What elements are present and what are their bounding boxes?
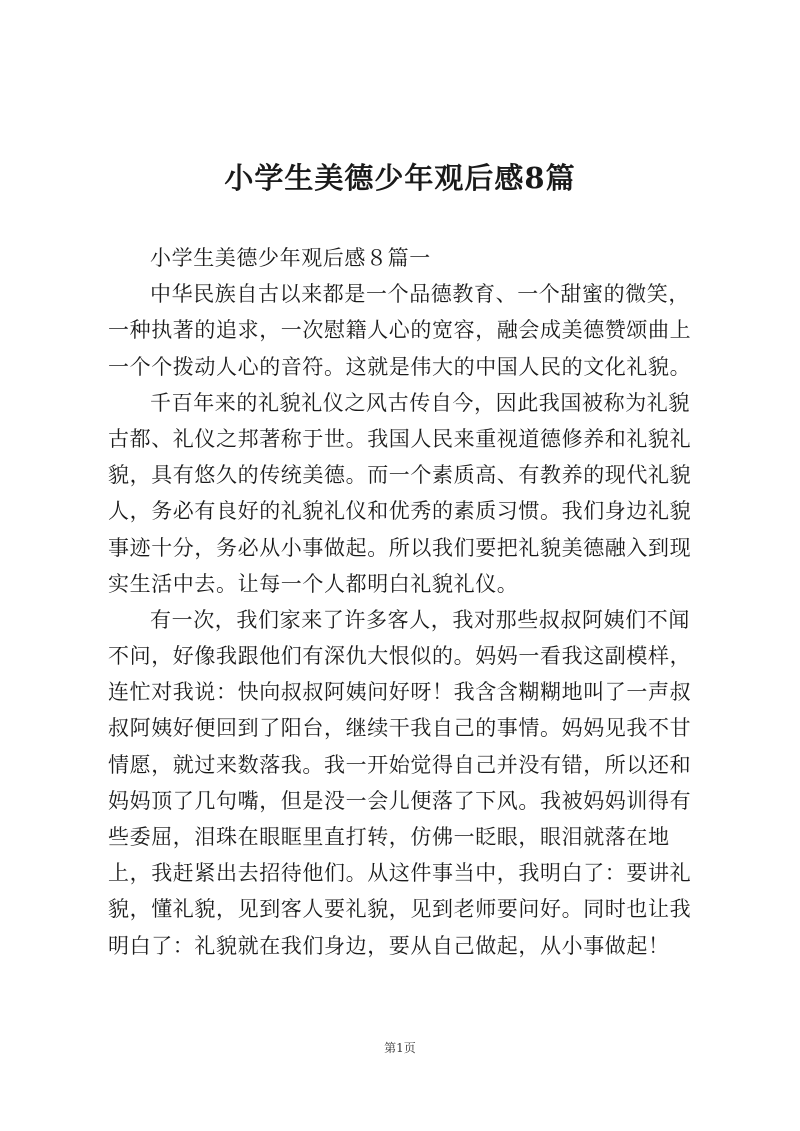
paragraph-line: 有一次，我们家来了许多客人，我对那些叔叔阿姨们不闻	[150, 607, 690, 632]
paragraph-line: 些委屈，泪珠在眼眶里直打转，仿佛一眨眼，眼泪就落在地	[108, 825, 670, 849]
paragraph-line: 上，我赶紧出去招待他们。从这件事当中，我明白了：要讲礼	[108, 861, 692, 886]
paragraph-line: 貌，具有悠久的传统美德。而一个素质高、有教养的现代礼貌	[108, 463, 692, 488]
section-heading: 小学生美德少年观后感８篇一	[150, 246, 431, 270]
paragraph-line: 人，务必有良好的礼貌礼仪和优秀的素质习惯。我们身边礼貌	[108, 499, 692, 524]
paragraph-line: 事迹十分，务必从小事做起。所以我们要把礼貌美德融入到现	[108, 535, 692, 560]
paragraph-1	[108, 276, 694, 385]
paragraph-line: 中华民族自古以来都是一个品德教育、一个甜蜜的微笑，	[150, 282, 690, 307]
paragraph-line: 情愿，就过来数落我。我一开始觉得自己并没有错，所以还和	[108, 752, 692, 777]
paragraph-line: 貌，懂礼貌，见到客人要礼貌，见到老师要问好。同时也让我	[108, 897, 692, 922]
paragraph-line: 连忙对我说：快向叔叔阿姨问好呀！我含含糊糊地叫了一声叔	[108, 680, 692, 705]
paragraph-line: 古都、礼仪之邦著称于世。我国人民来重视道德修养和礼貌礼	[108, 426, 692, 451]
page-number: 第1页	[384, 1041, 416, 1055]
paragraph-2	[108, 385, 694, 602]
paragraph-line: 实生活中去。让每一个人都明白礼貌礼仪。	[108, 571, 519, 596]
paragraph-line: 明白了：礼貌就在我们身边，要从自己做起，从小事做起！	[108, 933, 670, 958]
paragraph-line: 千百年来的礼貌礼仪之风古传自今，因此我国被称为礼貌	[150, 390, 690, 415]
paragraph-line: 不问，好像我跟他们有深仇大恨似的。妈妈一看我这副模样，	[108, 644, 692, 669]
paragraph-line: 叔阿姨好便回到了阳台，继续干我自己的事情。妈妈见我不甘	[108, 716, 692, 741]
paragraph-line: 妈妈顶了几句嘴，但是没一会儿便落了下风。我被妈妈训得有	[108, 788, 692, 813]
document-title: 小学生美德少年观后感8篇	[224, 161, 576, 195]
document-body	[108, 240, 694, 964]
paragraph-3	[108, 602, 694, 964]
paragraph-line: 一种执著的追求，一次慰籍人心的宽容，融会成美德赞颂曲上	[108, 318, 692, 343]
paragraph-line: 一个个拨动人心的音符。这就是伟大的中国人民的文化礼貌。	[108, 354, 692, 379]
